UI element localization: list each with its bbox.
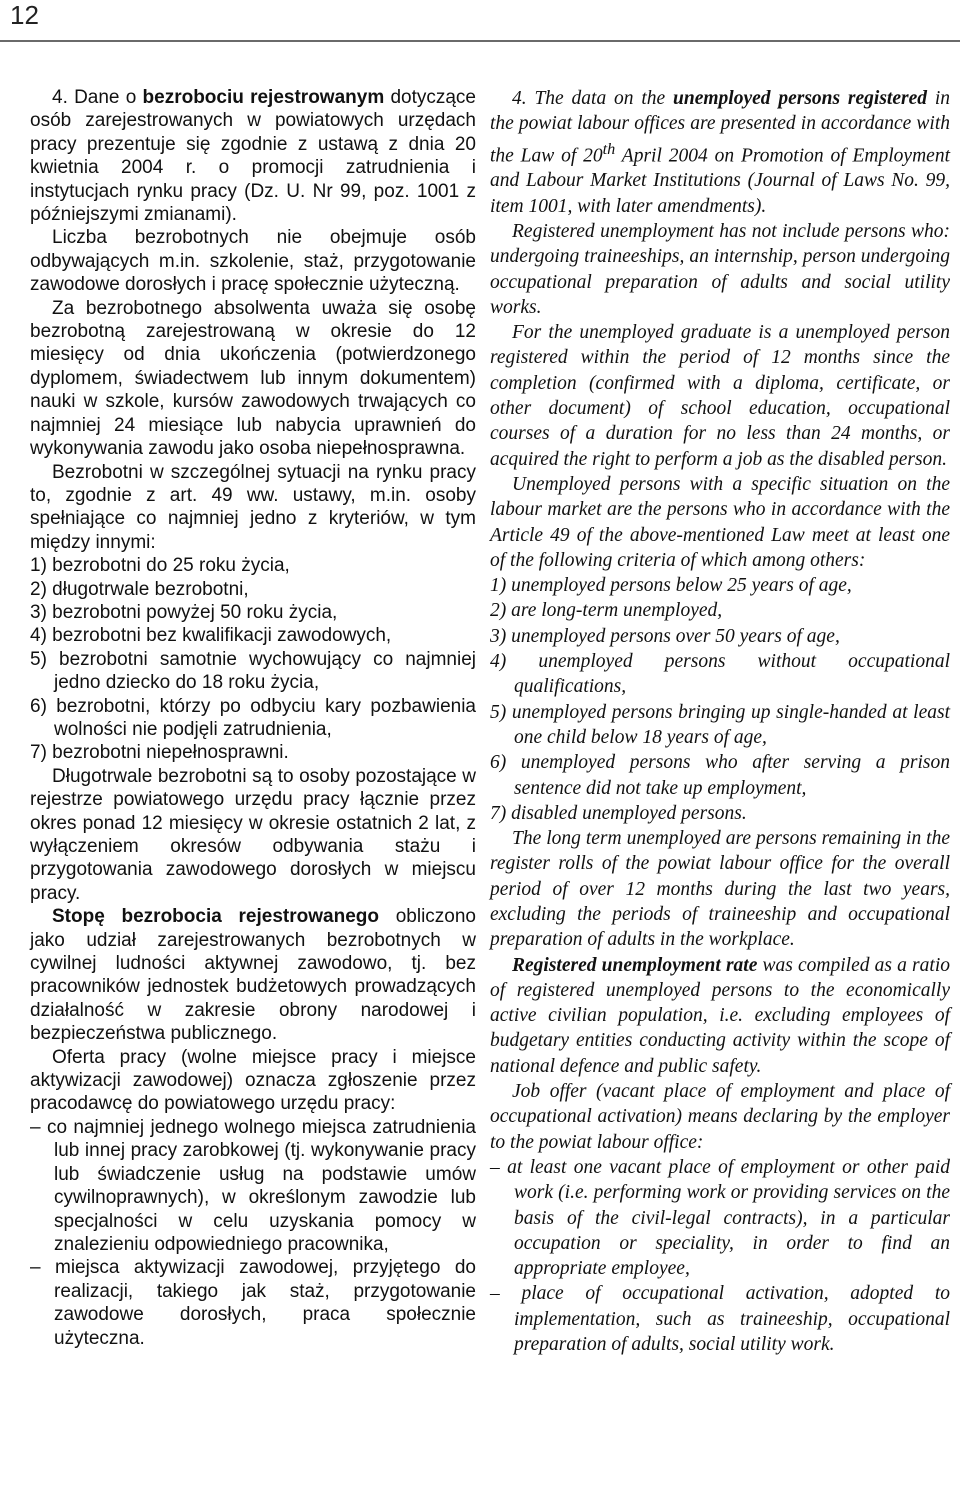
header-rule — [0, 40, 960, 42]
pl-p1-c: dotyczące osób zarejestrowanych w powiatowych urzędach pracy prezentuje się zgodnie z ustawą z dnia 20 kwietnia 2004 r. o promocji zatrudnienia i instytucjach rynku pracy (Dz. U. Nr 99, poz. 1001 z późniejszymi zmianami). — [30, 87, 476, 226]
en-paragraph-5: The long term unemployed are persons remaining in the register rolls of the powiat labour office for the overall period of over 12 months during the last two years, excluding the periods of traineeship and occupational preparation of adults in the workplace. — [490, 828, 950, 951]
pl-paragraph-4: Bezrobotni w szczególnej sytuacji na rynku pracy to, zgodnie z art. 49 ww. ustawy, m.in. osoby spełniające co najmniej jedno z kryteriów, w tym między innymi: — [30, 461, 476, 553]
en-paragraph-1 — [490, 86, 950, 219]
pl-list-item: 1) bezrobotni do 25 roku życia, — [30, 555, 290, 577]
en-dash-item-1: – at least one vacant place of employment or other paid work (i.e. performing work or providing services on the basis of the civil-legal contracts), in a particular occupation or speciality, in order to find an appropriate employee, — [490, 1156, 950, 1280]
en-paragraph-3: For the unemployed graduate is a unemployed person registered within the period of 12 months since the completion (confirmed with a diploma, certificate, or other document) of school education, occupational courses of a duration for no less than 24 months, or acquired the right to perform a job as the disabled person. — [490, 322, 950, 470]
pl-dash-item-2: – miejsca aktywizacji zawodowej, przyjętego do realizacji, takiego jak staż, przygotowanie zawodowe dorosłych, praca społecznie użyteczna. — [30, 1257, 476, 1349]
pl-list-item: 3) bezrobotni powyżej 50 roku życia, — [30, 601, 338, 623]
en-p1-bold: unemployed persons registered — [673, 88, 927, 109]
pl-paragraph-2: Liczba bezrobotnych nie obejmuje osób odbywających m.in. szkolenie, staż, przygotowanie zawodowe dorosłych i pracę społecznie użyteczną. — [30, 227, 476, 296]
pl-p1-a: 4. Dane o — [52, 87, 143, 108]
en-list-item: 7) disabled unemployed persons. — [490, 802, 747, 824]
pl-list-item: 4) bezrobotni bez kwalifikacji zawodowych, — [30, 625, 392, 647]
en-p1-sup: th — [602, 139, 616, 158]
pl-p6-bold: Stopę bezrobocia rejestrowanego — [52, 906, 379, 928]
en-paragraph-6 — [490, 953, 950, 1079]
pl-paragraph-7: Oferta pracy (wolne miejsce pracy i miejsce aktywizacji zawodowej) oznacza zgłoszenie przez pracodawcę do powiatowego urzędu pracy: — [30, 1046, 476, 1115]
en-list-item: 6) unemployed persons who after serving a prison sentence did not take up employment, — [490, 752, 950, 799]
en-p1-c: in the powiat labour offices are presented in accordance with the Law of 20 — [490, 88, 950, 167]
pl-paragraph-3: Za bezrobotnego absolwenta uważa się osobę bezrobotną zarejestrowaną w okresie do 12 miesięcy od dnia ukończenia (potwierdzonego dyplomem, świadectwem lub innym dokumentem) nauki w szkole, kursów zawodowych trwających co najmniej 24 miesiące lub nabycia uprawnień do wykonywania zawodu jako osoba niepełnosprawna. — [30, 297, 476, 460]
pl-list-item: 7) bezrobotni niepełnosprawni. — [30, 742, 289, 764]
en-p1-a: 4. The data on the — [512, 88, 674, 109]
en-list-item: 1) unemployed persons below 25 years of age, — [490, 575, 852, 597]
en-p1-d: April 2004 on Promotion of Employment and Labour Market Institutions (Journal of Laws No. 99, item 1001, with later amendments). — [490, 145, 950, 217]
en-list-item: 3) unemployed persons over 50 years of age, — [490, 625, 840, 647]
page-number: 12 — [10, 0, 39, 30]
polish-column — [30, 86, 476, 1350]
en-dash-item-2: – place of occupational activation, adopted to implementation, such as traineeship, occupational preparation of adults, social utility work. — [490, 1283, 950, 1356]
english-column — [490, 86, 950, 1357]
pl-list-item: 6) bezrobotni, którzy po odbyciu kary pozbawienia wolności nie podjęli zatrudnienia, — [30, 695, 476, 740]
pl-paragraph-1 — [30, 86, 476, 226]
en-list-item: 2) are long-term unemployed, — [490, 600, 723, 622]
en-p6-rest: was compiled as a ratio of registered unemployed persons to the economically active civilian population, i.e. excluding employees of budgetary entities conducting activity within the scope of national defence and public safety. — [490, 954, 950, 1077]
pl-list-item: 2) długotrwale bezrobotni, — [30, 578, 249, 600]
en-paragraph-4: Unemployed persons with a specific situation on the labour market are the persons who in accordance with the Article 49 of the above-mentioned Law meet at least one of the following criteria of which among others: — [490, 473, 950, 571]
pl-paragraph-6 — [30, 905, 476, 1045]
pl-list-item: 5) bezrobotni samotnie wychowujący co najmniej jedno dziecko do 18 roku życia, — [30, 648, 476, 694]
en-list-item: 5) unemployed persons bringing up single-handed at least one child below 18 years of age, — [490, 701, 950, 748]
en-paragraph-2: Registered unemployment has not include persons who: undergoing traineeships, an internship, person undergoing occupational preparation of adults and social utility works. — [490, 220, 950, 318]
en-list-item: 4) unemployed persons without occupational qualifications, — [490, 651, 950, 698]
pl-p6-rest: obliczono jako udział zarejestrowanych bezrobotnych w cywilnej ludności aktywnej zawodowo, tj. bez pracowników jednostek budżetowych prowadzących działalność w zakresie obrony narodowej i bezpieczeństwa publicznego. — [30, 906, 476, 1045]
pl-dash-item-1: – co najmniej jednego wolnego miejsca zatrudnienia lub innej pracy zarobkowej (tj. wykonywanie pracy lub świadczenie usług na podstawie umów cywilnoprawnych), w określonym zawodzie lub specjalności w celu uzyskania pomocy w znalezieniu odpowiedniego pracownika, — [30, 1116, 476, 1255]
pl-p1-bold: bezrobociu rejestrowanym — [142, 87, 385, 108]
en-paragraph-7: Job offer (vacant place of employment and place of occupational activation) means declaring by the employer to the powiat labour office: — [490, 1081, 950, 1153]
en-p6-bold: Registered unemployment rate — [512, 954, 758, 976]
pl-paragraph-5: Długotrwale bezrobotni są to osoby pozostające w rejestrze powiatowego urzędu pracy łącznie przez okres ponad 12 miesięcy w okresie ostatnich 2 lat, z wyłączeniem okresów odbywania stażu i przygotowania zawodowego dorosłych w miejscu pracy. — [30, 765, 476, 904]
